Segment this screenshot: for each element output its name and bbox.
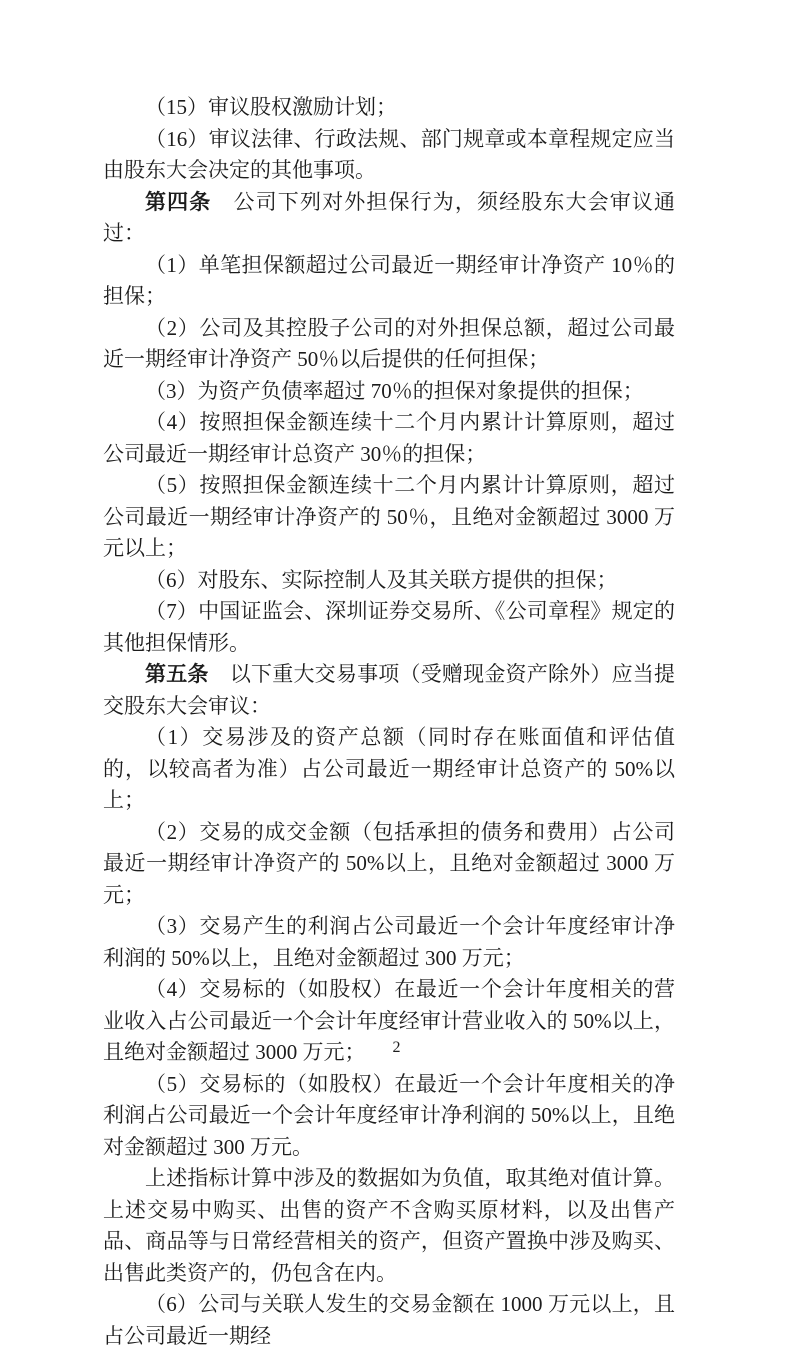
paragraph: （1）交易涉及的资产总额（同时存在账面值和评估值的，以较高者为准）占公司最近一期经审计总资产的 50%以上； [103, 725, 675, 812]
paragraph: （6）对股东、实际控制人及其关联方提供的担保； [145, 567, 618, 592]
paragraph: （15）审议股权激励计划； [145, 95, 397, 119]
paragraph: （4）交易标的（如股权）在最近一个会计年度相关的营业收入占公司最近一个会计年度经审计营业收入的 50%以上，且绝对金额超过 3000 万元； [103, 977, 675, 1064]
paragraph: （3）交易产生的利润占公司最近一个会计年度经审计净利润的 50%以上，且绝对金额超过 300 万元； [103, 914, 675, 970]
article-paragraph: 第五条 以下重大交易事项（受赠现金资产除外）应当提交股东大会审议： [103, 662, 676, 718]
article-number: 第四条 [145, 189, 212, 214]
paragraph: （4）按照担保金额连续十二个月内累计计算原则，超过公司最近一期经审计总资产 30％的担保； [103, 410, 675, 466]
paragraph: （5）交易标的（如股权）在最近一个会计年度相关的净利润占公司最近一个会计年度经审计净利润的 50%以上，且绝对金额超过 300 万元。 [103, 1071, 675, 1159]
paragraph: （1）单笔担保额超过公司最近一期经审计净资产 10％的担保； [103, 252, 675, 308]
paragraph: （6）公司与关联人发生的交易金额在 1000 万元以上，且占公司最近一期经 [103, 1292, 675, 1348]
page-number: 2 [392, 1039, 401, 1056]
article-paragraph: 第四条 公司下列对外担保行为，须经股东大会审议通过： [103, 189, 676, 245]
document-body [103, 92, 675, 1352]
paragraph: 上述指标计算中涉及的数据如为负值，取其绝对值计算。上述交易中购买、出售的资产不含购买原材料，以及出售产品、商品等与日常经营相关的资产，但资产置换中涉及购买、出售此类资产的，仍包含在内。 [103, 1166, 675, 1285]
page-footer [0, 1038, 793, 1058]
paragraph: （2）交易的成交金额（包括承担的债务和费用）占公司最近一期经审计净资产的 50%以上，且绝对金额超过 3000 万元； [103, 819, 675, 907]
paragraph: （16）审议法律、行政法规、部门规章或本章程规定应当由股东大会决定的其他事项。 [103, 126, 675, 182]
paragraph: （5）按照担保金额连续十二个月内累计计算原则，超过公司最近一期经审计净资产的 50％，且绝对金额超过 3000 万元以上； [103, 473, 675, 560]
paragraph: （3）为资产负债率超过 70％的担保对象提供的担保； [145, 378, 644, 403]
article-number: 第五条 [145, 662, 209, 686]
paragraph: （7）中国证监会、深圳证券交易所、《公司章程》规定的其他担保情形。 [103, 599, 675, 655]
paragraph: （2）公司及其控股子公司的对外担保总额，超过公司最近一期经审计净资产 50％以后提供的任何担保； [103, 315, 675, 371]
